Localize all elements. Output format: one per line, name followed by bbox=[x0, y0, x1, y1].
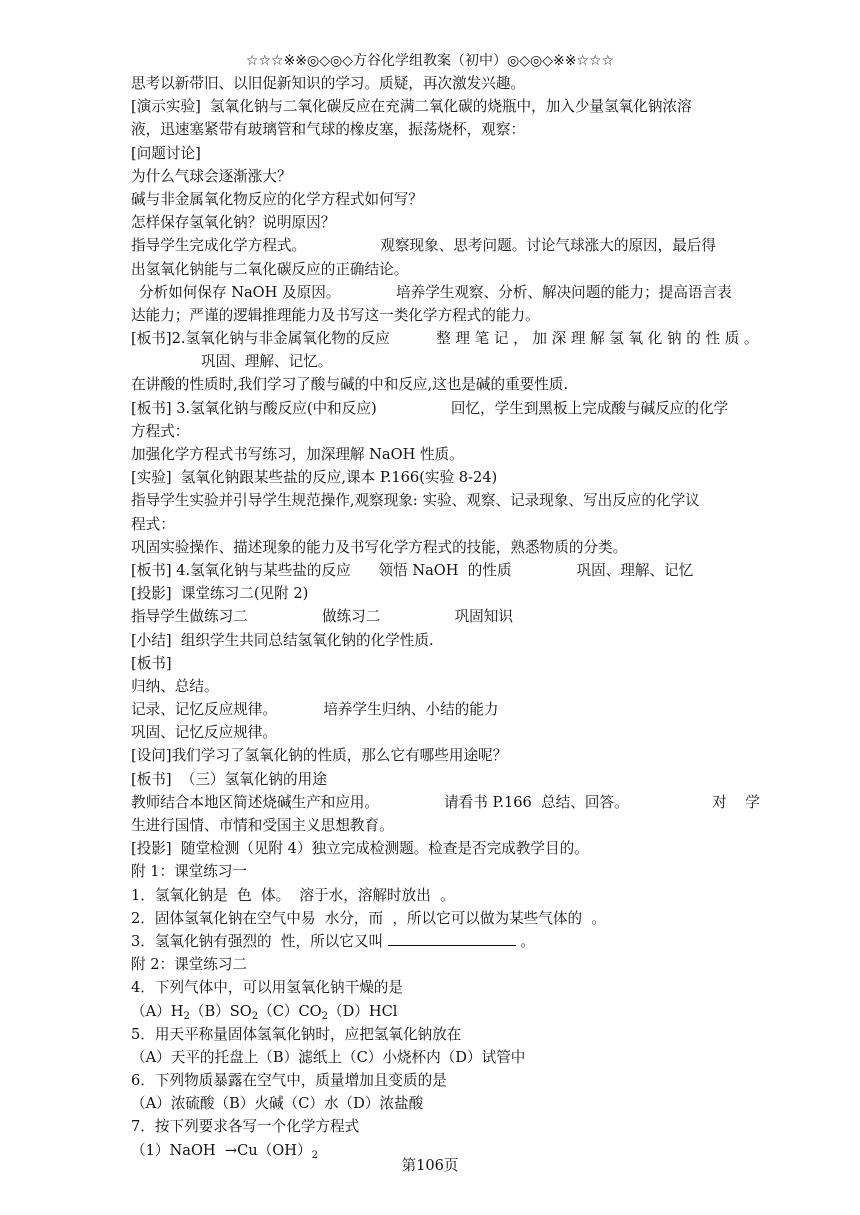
exercise-question: 2．固体氢氧化钠在空气中易 水分，而 ，所以它可以做为某些气体的 。 bbox=[131, 909, 606, 927]
subscript: 2 bbox=[251, 1010, 259, 1022]
answer-options: （A）浓硫酸（B）火碱（C）水（D）浓盐酸 bbox=[131, 1095, 424, 1113]
text-line: 指导学生实验并引导学生规范操作,观察现象: 实验、观察、记录现象、写出反应的化学议 bbox=[131, 492, 700, 510]
text-line: [实验] 氢氧化钠跟某些盐的反应,课本 P.166(实验 8-24) bbox=[131, 469, 498, 487]
subscript: 2 bbox=[321, 1010, 328, 1022]
text-line: [演示实验] 氢氧化钠与二氧化碳反应在充满二氧化碳的烧瓶中，加入少量氢氧化钠浓溶 bbox=[131, 98, 692, 116]
text-line: 达能力；严谨的逻辑推理能力及书写这一类化学方程式的能力。 bbox=[131, 306, 540, 324]
text-line: 分析如何保存 NaOH 及原因。 培养学生观察、分析、解决问题的能力；提高语言表 bbox=[139, 283, 732, 301]
answer-options bbox=[131, 1000, 807, 1023]
option-b: （B）SO bbox=[189, 1002, 252, 1020]
option-c: （C）CO bbox=[258, 1002, 322, 1020]
option-a: （A）H bbox=[131, 1002, 184, 1020]
text-line: [投影] 随堂检测（见附 4）独立完成检测题。检查是否完成教学目的。 bbox=[131, 840, 589, 858]
text-line: 教师结合本地区简述烧碱生产和应用。 请看书 P.166 总结、回答。 对 学 bbox=[131, 793, 760, 811]
text-line: 碱与非金属氧化物反应的化学方程式如何写？ bbox=[131, 190, 423, 208]
text-line: 液，迅速塞紧带有玻璃管和气球的橡皮塞，振荡烧杯，观察： bbox=[131, 121, 526, 139]
exercise-question: 7．按下列要求各写一个化学方程式 bbox=[131, 1118, 360, 1136]
text-line: [板书]2.氢氧化钠与非金属氧化物的反应 整 理 笔 记 ， 加 深 理 解 氢 氧 化 钠 的 性 质 。 bbox=[131, 330, 759, 348]
text-line: 记录、记忆反应规律。 培养学生归纳、小结的能力 bbox=[131, 701, 499, 719]
subscript: 2 bbox=[311, 1149, 318, 1161]
option-d: （D）HCl bbox=[327, 1002, 398, 1020]
text-line: [设问]我们学习了氢氧化钠的性质，那么它有哪些用途呢？ bbox=[131, 747, 508, 765]
text-line: [板书] 3.氢氧化钠与酸反应(中和反应) 回忆，学生到黑板上完成酸与碱反应的化学 bbox=[131, 399, 729, 417]
lesson-plan-body bbox=[131, 72, 807, 1162]
question-text: 3．氢氧化钠有强烈的 性，所以它又叫 bbox=[131, 932, 384, 950]
text-line: 指导学生完成化学方程式。 观察现象、思考问题。讨论气球涨大的原因，最后得 bbox=[131, 237, 717, 255]
exercise-question: 6．下列物质暴露在空气中，质量增加且变质的是 bbox=[131, 1072, 447, 1090]
text-line: 在讲酸的性质时,我们学习了酸与碱的中和反应,这也是碱的重要性质. bbox=[131, 376, 569, 394]
text-line: 程式： bbox=[131, 515, 175, 533]
question-end: 。 bbox=[520, 932, 535, 950]
text-line: [板书] （三）氢氧化钠的用途 bbox=[131, 770, 327, 788]
text-line: 巩固、理解、记忆。 bbox=[201, 353, 333, 371]
text-line: [板书] bbox=[131, 654, 172, 672]
text-line: 附 2：课堂练习二 bbox=[131, 956, 248, 974]
text-line: [投影] 课堂练习二(见附 2) bbox=[131, 585, 309, 603]
text-line: 方程式： bbox=[131, 422, 190, 440]
equation-text: （1）NaOH →Cu（OH） bbox=[131, 1141, 312, 1159]
exercise-question: 4．下列气体中，可以用氢氧化钠干燥的是 bbox=[131, 979, 403, 997]
page-number: 第106页 bbox=[401, 1157, 459, 1174]
text-line: [小结] 组织学生共同总结氢氧化钠的化学性质. bbox=[131, 631, 434, 649]
subscript: 2 bbox=[183, 1010, 190, 1022]
text-line: [板书] 4.氢氧化钠与某些盐的反应 领悟 NaOH 的性质 巩固、理解、记忆 bbox=[131, 561, 694, 579]
answer-options: （A）天平的托盘上（B）滤纸上（C）小烧杯内（D）试管中 bbox=[131, 1048, 526, 1066]
text-line: 怎样保存氢氧化钠？说明原因？ bbox=[131, 214, 336, 232]
text-line: 归纳、总结。 bbox=[131, 677, 219, 695]
text-line: 附 1：课堂练习一 bbox=[131, 863, 248, 881]
exercise-question: 5．用天平称量固体氢氧化钠时，应把氢氧化钠放在 bbox=[131, 1025, 462, 1043]
page-header: ☆☆☆※※◎◇◎◇方谷化学组教案（初中）◎◇◎◇※※☆☆☆ bbox=[245, 53, 615, 69]
text-line: 出氢氧化钠能与二氧化碳反应的正确结论。 bbox=[131, 260, 409, 278]
text-line: 生进行国情、市情和受国主义思想教育。 bbox=[131, 817, 394, 834]
text-line: 巩固、记忆反应规律。 bbox=[131, 724, 277, 742]
exercise-question bbox=[131, 930, 807, 953]
text-line: 指导学生做练习二 做练习二 巩固知识 bbox=[131, 608, 513, 626]
text-line: 为什么气球会逐渐涨大？ bbox=[131, 167, 292, 185]
text-line: 巩固实验操作、描述现象的能力及书写化学方程式的技能，熟悉物质的分类。 bbox=[131, 538, 628, 556]
text-line: [问题讨论] bbox=[131, 144, 201, 162]
exercise-question: 1．氢氧化钠是 色 体。 溶于水，溶解时放出 。 bbox=[131, 886, 455, 904]
answer-blank bbox=[388, 931, 516, 946]
text-line: 加强化学方程式书写练习，加深理解 NaOH 性质。 bbox=[131, 446, 464, 463]
text-line: 思考以新带旧、以旧促新知识的学习。质疑，再次激发兴趣。 bbox=[131, 75, 526, 92]
